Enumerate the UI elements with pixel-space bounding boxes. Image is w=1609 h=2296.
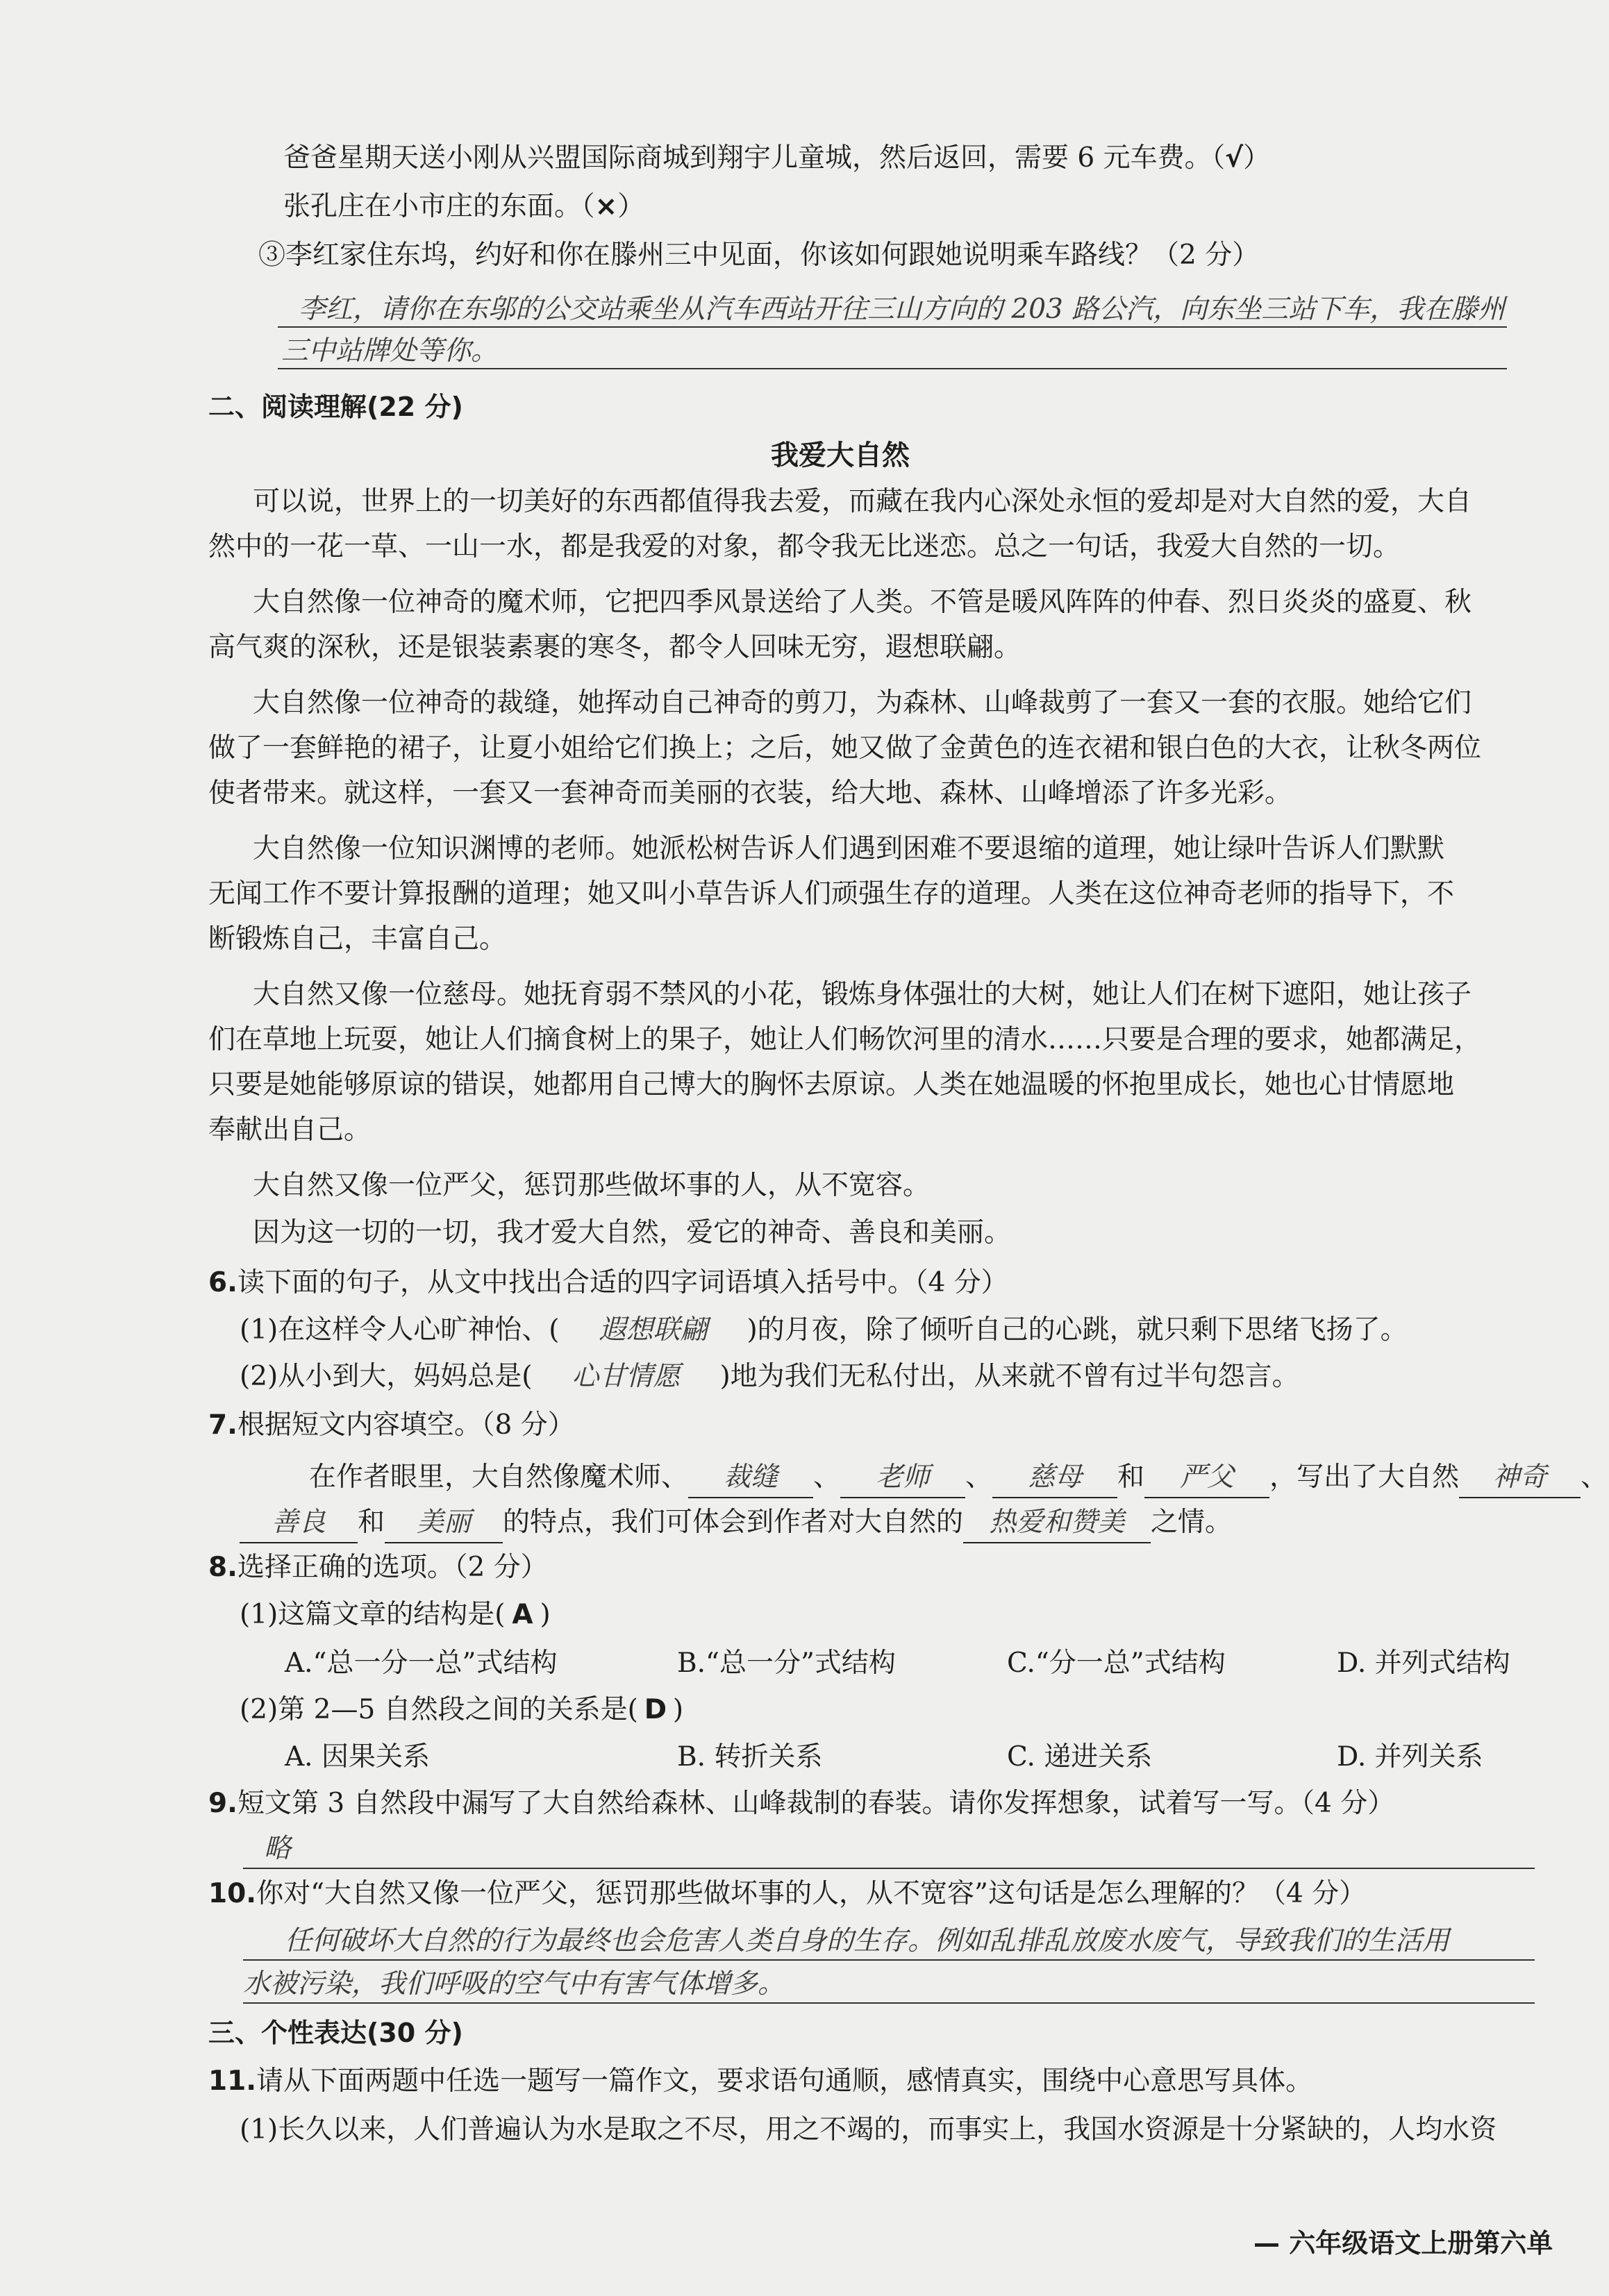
question-9-prompt [208,1784,1394,1823]
separator: 、 [1581,1461,1608,1493]
question-text: 选择正确的选项。（2 分） [237,1552,548,1583]
answer-text: 遐想联翩 [599,1314,708,1346]
selected-answer: A [512,1599,533,1630]
answer-rule [243,2002,1535,2004]
question-text: 短文第 3 自然段中漏写了大自然给森林、山峰裁制的春装。请你发挥想象，试着写一写。（4 分） [237,1788,1395,1819]
question-text: 根据短文内容填空。（8 分） [237,1409,575,1441]
question-number: 11. [208,2065,257,2097]
item-1-text: 爸爸星期天送小刚从兴盟国际商城到翔宇儿童城，然后返回，需要 6 元车费。（ [283,142,1226,174]
sub-question-close: ) [540,1599,551,1630]
blank-answer: 善良 [240,1503,358,1543]
separator: 、 [813,1461,841,1493]
true-false-item-2 [283,187,644,226]
question-3-prompt: ③李红家住东坞，约好和你在滕州三中见面，你该如何跟她说明乘车路线？（2 分） [258,240,1260,271]
para-7: 因为这一切的一切，我才爱大自然，爱它的神奇、善良和美丽。 [253,1217,1012,1248]
fill-text: 和 [358,1507,385,1538]
question-text: 请从下面两题中任选一题写一篇作文，要求语句通顺，感情真实，围绕中心意思写具体。 [256,2065,1313,2097]
question-number: 9. [208,1788,237,1819]
question-7-line-2 [240,1503,1232,1543]
para-5-line-4: 奉献出自己。 [208,1114,372,1146]
fill-text: 之情。 [1151,1507,1233,1538]
blank-answer: 老师 [840,1458,965,1498]
question-11-prompt [208,2062,1312,2101]
cross-mark: × [594,191,618,222]
question-number: 10. [208,1878,257,1909]
question-text: 你对“大自然又像一位严父，惩罚那些做坏事的人，从不宽容”这句话是怎么理解的？（4 分） [256,1878,1367,1909]
sub-question-text: (2)第 2—5 自然段之间的关系是( [240,1694,638,1725]
answer-rule [278,368,1507,369]
blank-answer: 神奇 [1459,1458,1581,1498]
option-c: C. 递进关系 [1007,1741,1153,1773]
sentence-text: )地为我们无私付出，从来就不曾有过半句怨言。 [719,1361,1299,1392]
answer-rule [278,326,1507,328]
item-1-close: ） [1243,142,1271,174]
essay-title: 我爱大自然 [771,439,910,471]
question-number: 8. [208,1552,237,1583]
fill-text: 的特点，我们可体会到作者对大自然的 [503,1507,964,1538]
blank-answer: 裁缝 [688,1458,813,1498]
blank-answer: 美丽 [385,1503,503,1543]
question-number: 7. [208,1409,237,1441]
question-8-sub-1 [240,1595,551,1634]
option-d: D. 并列式结构 [1337,1648,1510,1679]
answer-rule [243,1959,1535,1961]
question-number: 6. [208,1267,237,1298]
sentence-text: (2)从小到大，妈妈总是( [240,1361,533,1392]
para-3-line-1: 大自然像一位神奇的裁缝，她挥动自己神奇的剪刀，为森林、山峰裁剪了一套又一套的衣服。她给它们 [253,687,1472,719]
section-2-heading: 二、阅读理解(22 分) [208,392,463,422]
para-4-line-1: 大自然像一位知识渊博的老师。她派松树告诉人们遇到困难不要退缩的道理，她让绿叶告诉人们默默 [253,833,1445,864]
para-5-line-2: 们在草地上玩耍，她让人们摘食树上的果子，她让人们畅饮河里的清水……只要是合理的要求，她都满足， [208,1024,1482,1055]
question-7-line-1 [309,1458,1608,1498]
question-6-sentence-1 [240,1311,1408,1350]
para-1-line-2: 然中的一花一草、一山一水，都是我爱的对象，都令我无比迷恋。总之一句话，我爱大自然的一切。 [208,531,1401,562]
blank-answer: 慈母 [992,1458,1117,1498]
true-false-item-1 [283,139,1270,178]
sentence-text: (1)在这样令人心旷神怡、( [240,1314,560,1346]
check-mark: √ [1225,142,1244,174]
option-b: B.“总一分”式结构 [677,1648,896,1679]
question-8-sub-2 [240,1691,683,1729]
selected-answer: D [644,1694,667,1725]
para-3-line-3: 使者带来。就这样，一套又一套神奇而美丽的衣装，给大地、森林、山峰增添了许多光彩。 [208,778,1292,809]
fill-text: 在作者眼里，大自然像魔术师、 [309,1461,689,1493]
para-2-line-1: 大自然像一位神奇的魔术师，它把四季风景送给了人类。不管是暖风阵阵的仲春、烈日炎炎的盛夏、秋 [253,587,1472,618]
para-2-line-2: 高气爽的深秋，还是银装素裹的寒冬，都令人回味无穷，遐想联翩。 [208,632,1022,663]
para-5-line-1: 大自然又像一位慈母。她抚育弱不禁风的小花，锻炼身体强壮的大树，她让人们在树下遮阳，她让孩子 [253,979,1472,1010]
question-6-sentence-2 [240,1357,1299,1396]
para-4-line-3: 断锻炼自己，丰富自己。 [208,923,507,955]
item-2-text: 张孔庄在小市庄的东面。（ [283,191,595,222]
para-4-line-2: 无闻工作不要计算报酬的道理；她又叫小草告诉人们顽强生存的道理。人类在这位神奇老师的指导下，不 [208,878,1455,910]
question-3-answer-line-1: 李红，请你在东邬的公交站乘坐从汽车西站开往三山方向的 203 路公汽，向东坐三站下车，我在滕州 [299,294,1506,325]
question-9-answer: 略 [264,1833,292,1864]
item-2-close: ） [617,191,645,222]
para-6: 大自然又像一位严父，惩罚那些做坏事的人，从不宽容。 [253,1170,931,1201]
question-7-prompt [208,1406,575,1445]
para-3-line-2: 做了一套鲜艳的裙子，让夏小姐给它们换上；之后，她又做了金黄色的连衣裙和银白色的大衣，让秋冬两位 [208,732,1482,764]
answer-text: 心甘情愿 [572,1361,681,1392]
fill-text: 和 [1117,1461,1145,1493]
sentence-text: )的月夜，除了倾听自己的心跳，就只剩下思绪飞扬了。 [747,1314,1408,1346]
sub-question-close: ) [672,1694,684,1725]
option-c: C.“分一总”式结构 [1007,1648,1226,1679]
question-text: 读下面的句子，从文中找出合适的四字词语填入括号中。（4 分） [237,1267,1008,1298]
question-10-answer-line-1: 任何破坏大自然的行为最终也会危害人类自身的生存。例如乱排乱放废水废气，导致我们的生活用 [285,1925,1450,1956]
question-6-prompt [208,1264,1008,1302]
para-5-line-3: 只要是她能够原谅的错误，她都用自己博大的胸怀去原谅。人类在她温暖的怀抱里成长，她也心甘情愿地 [208,1069,1455,1100]
separator: 、 [965,1461,993,1493]
sub-question-text: (1)这篇文章的结构是( [240,1599,506,1630]
question-10-answer-line-2: 水被污染，我们呼吸的空气中有害气体增多。 [243,1968,785,2000]
option-b: B. 转折关系 [677,1741,823,1773]
option-d: D. 并列关系 [1337,1741,1483,1773]
fill-text: ，写出了大自然 [1269,1461,1460,1493]
para-1-line-1: 可以说，世界上的一切美好的东西都值得我去爱，而藏在我内心深处永恒的爱却是对大自然的爱，大自 [253,486,1472,517]
section-3-heading: 三、个性表达(30 分) [208,2018,463,2048]
answer-rule [243,1868,1535,1869]
question-3-answer-line-2: 三中站牌处等你。 [281,335,499,367]
option-a: A. 因果关系 [285,1741,430,1773]
question-11-option-1: (1)长久以来，人们普遍认为水是取之不尽，用之不竭的，而事实上，我国水资源是十分紧缺的，人均水资 [240,2114,1497,2145]
blank-answer: 严父 [1144,1458,1269,1498]
option-a: A.“总一分一总”式结构 [285,1648,558,1679]
question-10-prompt [208,1875,1366,1913]
question-8-prompt [208,1548,548,1587]
blank-answer: 热爱和赞美 [963,1503,1151,1543]
page-footer: — 六年级语文上册第六单 [1253,2228,1553,2259]
